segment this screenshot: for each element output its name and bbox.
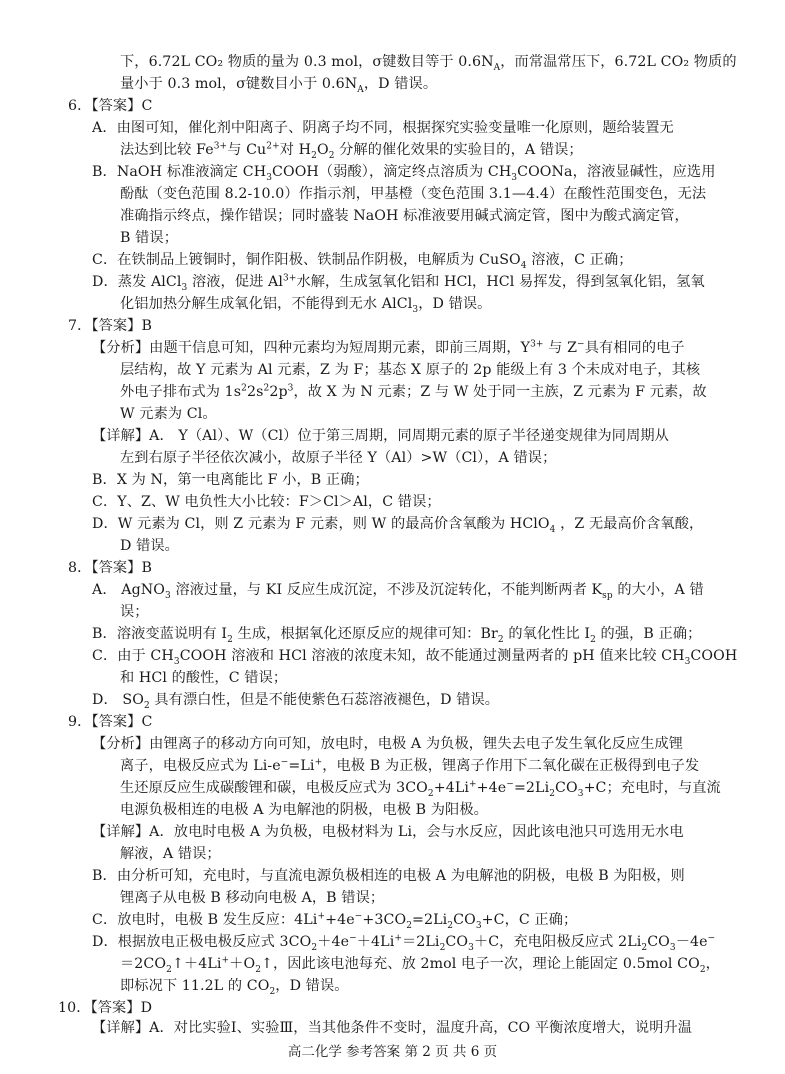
text-line: 准确指示终点，操作错误；同时盛装 NaOH 标准液要用碱式滴定管，图中为酸式滴定管， xyxy=(120,208,689,224)
text-line: 即标况下 11.2L 的 $CO_2$，D 错误。 xyxy=(120,978,349,997)
text-line: D．W 元素为 Cl，则 Z 元素为 F 元素，则 W 的最高价含氧酸为 HClO$_4$ ，Z 无最高价含氧酸， xyxy=(92,516,704,535)
text-line: B．X 为 N，第一电离能比 F 小，B 正确； xyxy=(92,472,369,488)
text-line: B．由分析可知，充电时，与直流电源负极相连的电极 A 为电解池的阴极，电极 B 为阳极，则 xyxy=(92,868,685,884)
text-line: 化铝加热分解生成氧化铝，不能得到无水 AlCl$_3$，D 错误。 xyxy=(120,296,492,315)
text-line: A． AgNO$_3$ 溶液过量，与 KI 反应生成沉淀，不涉及沉淀转化，不能判断两者 $K_{sp}$ 的大小，A 错 xyxy=(92,582,704,601)
text-line: D．根据放电正极电极反应式 $3CO_2+4e^-+4Li^+=2Li_2CO_3+C$，充电阳极反应式 $2Li_2CO_3-4e^-$ xyxy=(92,933,716,953)
text-line: 6．【答案】C xyxy=(68,98,153,114)
text-line: D 错误。 xyxy=(120,538,179,554)
text-line: 解液，A 错误； xyxy=(120,846,221,862)
text-line: 外电子排布式为 $1s^22s^22p^3$，故 X 为 N 元素；Z 与 W 处于同一主族，Z 元素为 F 元素，故 xyxy=(120,383,707,400)
text-line: 锂离子从电极 B 移动向电极 A，B 错误； xyxy=(120,890,385,906)
text-line: D．蒸发 AlCl$_3$ 溶液，促进 $Al^{3+}$水解，生成氢氧化铝和 HCl，HCl 易挥发，得到氢氧化铝，氢氧 xyxy=(92,273,705,293)
text-line: 酚酞（变色范围 8.2-10.0）作指示剂，甲基橙（变色范围 3.1—4.4）在酸性范围变色，无法 xyxy=(120,186,707,202)
text-line: B．溶液变蓝说明有 $I_2$ 生成，根据氧化还原反应的规律可知：$Br_2$ 的氧化性比 $I_2$ 的强，B 正确； xyxy=(92,626,702,645)
text-line: 离子，电极反应式为 Li-e−=Li+，电极 B 为正极，锂离子作用下二氧化碳在正极得到电子发 xyxy=(120,757,700,774)
text-line: C．由于 $CH_3COOH$ 溶液和 HCl 溶液的浓度未知，故不能通过测量两者的 pH 值来比较 $CH_3COOH$ xyxy=(92,648,738,667)
text-line: 7．【答案】B xyxy=(68,318,152,334)
text-line: A．由图可知，催化剂中阳离子、阴离子均不同，根据探究实验变量唯一化原则，题给装置无 xyxy=(92,120,674,136)
text-line: B 错误； xyxy=(120,230,178,246)
text-line: 量小于 0.3 mol，σ键数目小于 $0.6N_A$，D 错误。 xyxy=(120,76,438,95)
text-line: 8．【答案】B xyxy=(68,560,152,576)
text-line: 生还原反应生成碳酸锂和碳，电极反应式为 $3CO_2+4Li^++4e^-=2Li_2CO_3+C$；充电时，与直流 xyxy=(120,779,721,799)
text-line: C．Y、Z、W 电负性大小比较：F＞Cl＞Al，C 错误； xyxy=(92,494,441,510)
text-line: 【详解】A．放电时电极 A 为负极，电极材料为 Li，会与水反应，因此该电池只可选用无水电 xyxy=(92,824,684,840)
text-line: 误； xyxy=(120,604,149,620)
text-line: 电源负极相连的电极 A 为电解池的阴极，电极 B 为阳极。 xyxy=(120,802,488,818)
text-line: 【详解】A．对比实验Ⅰ、实验Ⅲ，当其他条件不变时，温度升高，CO 平衡浓度增大，说明升温 xyxy=(92,1020,693,1036)
text-line: 【分析】由锂离子的移动方向可知，放电时，电极 A 为负极，锂失去电子发生氧化反应生成锂 xyxy=(92,736,684,752)
text-line: D． $SO_2$ 具有漂白性，但是不能使紫色石蕊溶液褪色，D 错误。 xyxy=(92,692,500,711)
text-line: C．在铁制品上镀铜时，铜作阳极、铁制品作阴极，电解质为 CuSO$_4$ 溶液，C 正确； xyxy=(92,252,633,271)
text-line: C．放电时，电极 B 发生反应：$4Li^++4e^-+3CO_2=2Li_2CO_3+C$，C 正确； xyxy=(92,911,578,931)
text-line: 10．【答案】D xyxy=(58,1000,153,1016)
text-line: 层结构，故 Y 元素为 Al 元素，Z 为 F；基态 X 原子的 2p 能级上有 3 个未成对电子，其核 xyxy=(120,362,701,378)
text-line: 【详解】A． Y（Al）、W（Cl）位于第三周期，同周期元素的原子半径递变规律为同周期从 xyxy=(92,428,669,444)
text-line: 左到右原子半径依次减小，故原子半径 Y（Al）>W（Cl），A 错误； xyxy=(120,450,557,466)
text-line: B．NaOH 标准液滴定 $CH_3COOH$（弱酸），滴定终点溶质为 $CH_3COONa$，溶液显碱性，应选用 xyxy=(92,164,716,183)
text-line: 9．【答案】C xyxy=(68,714,153,730)
text-line: 和 HCl 的酸性，C 错误； xyxy=(120,670,288,686)
page-footer: 高二化学 参考答案 第 2 页 共 6 页 xyxy=(287,1044,498,1060)
text-line: 法达到比较 $Fe^{3+}$与 $Cu^{2+}$对 $H_2O_2$ 分解的催化效果的实验目的，A 错误； xyxy=(120,141,583,161)
text-line: 【分析】由题干信息可知，四种元素均为短周期元素，即前三周期，$Y^{3+}$ 与 Z−具有相同的电子 xyxy=(92,339,685,356)
text-line: W 元素为 Cl。 xyxy=(120,406,217,422)
text-line: $=2CO_2↑+4Li^++O_2↑$，因此该电池每充、放 2mol 电子一次，理论上能固定 0.5mol $CO_2$， xyxy=(120,955,720,975)
text-line: 下，6.72L CO₂ 物质的量为 0.3 mol，σ键数目等于 $0.6N_A$，而常温常压下，6.72L CO₂ 物质的 xyxy=(120,54,737,73)
